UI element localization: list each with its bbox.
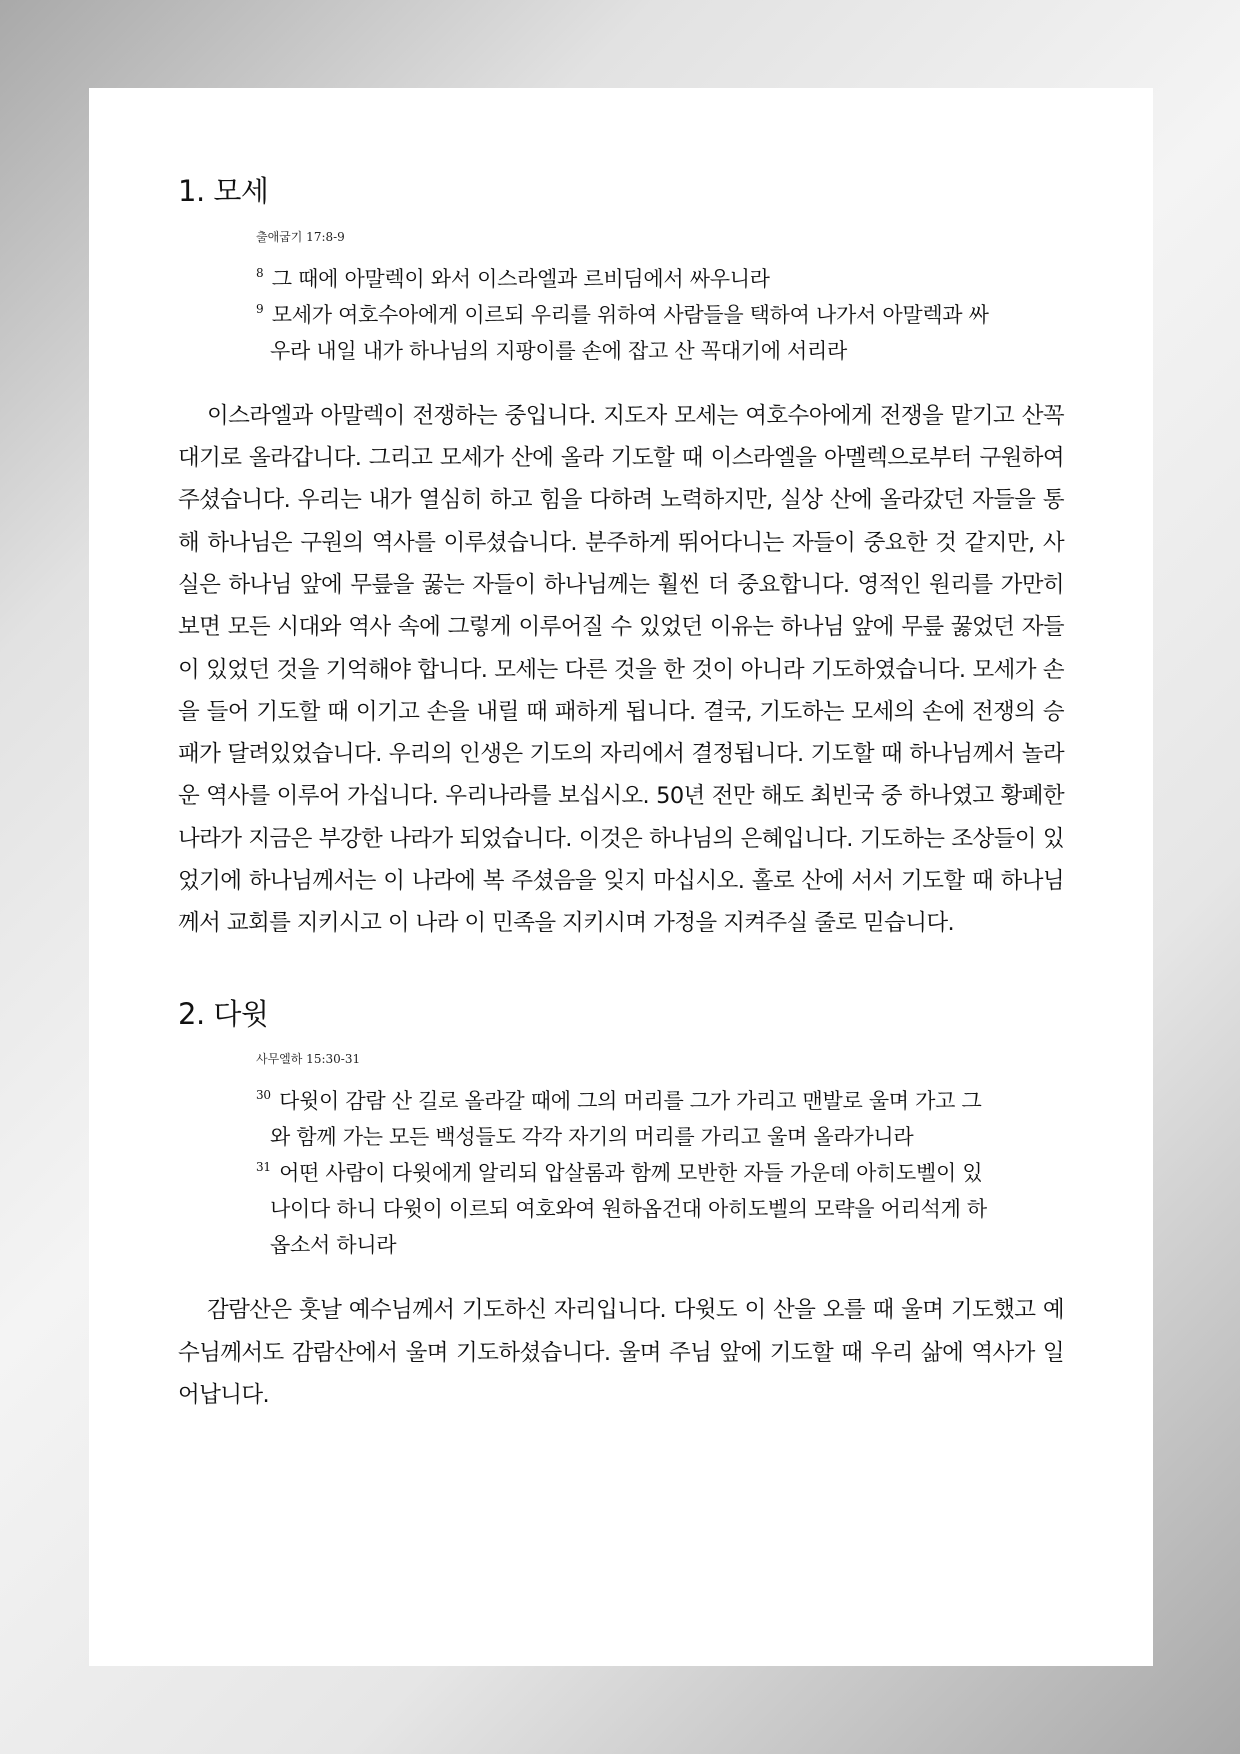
body-paragraph: 감람산은 훗날 예수님께서 기도하신 자리입니다. 다윗도 이 산을 오를 때 울며 기도했고 예수님께서도 감람산에서 울며 기도하셨습니다. 울며 주님 앞에 기도할 때 우리 삶에 역사가 일어납니다.: [178, 1297, 1064, 1409]
scripture-reference: 사무엘하 15:30-31: [256, 1052, 361, 1067]
verse: [256, 297, 994, 369]
section-david: [178, 997, 1064, 1417]
verse-number: 31: [256, 1160, 271, 1175]
body-paragraph: 이스라엘과 아말렉이 전쟁하는 중입니다. 지도자 모세는 여호수아에게 전쟁을 맡기고 산꼭대기로 올라갑니다. 그리고 모세가 산에 올라 기도할 때 이스라엘을 아멜렉으로부터 구원하여 주셨습니다. 우리는 내가 열심히 하고 힘을 다하려 노력하지만, 실상 산에 올라갔던 자들을 통해 하나님은 구원의 역사를 이루셨습니다. 분주하게 뛰어다니는 자들이 중요한 것 같지만, 사실은 하나님 앞에 무릎을 꿇는 자들이 하나님께는 훨씬 더 중요합니다. 영적인 원리를 가만히 보면 모든 시대와 역사 속에 그렇게 이루어질 수 있었던 이유는 하나님 앞에 무릎 꿇었던 자들이 있었던 것을 기억해야 합니다. 모세는 다른 것을 한 것이 아니라 기도하였습니다. 모세가 손을 들어 기도할 때 이기고 손을 내릴 때 패하게 됩니다. 결국, 기도하는 모세의 손에 전쟁의 승패가 달려있었습니다. 우리의 인생은 기도의 자리에서 결정됩니다. 기도할 때 하나님께서 놀라운 역사를 이루어 가십니다. 우리나라를 보십시오. 50년 전만 해도 최빈국 중 하나였고 황폐한 나라가 지금은 부강한 나라가 되었습니다. 이것은 하나님의 은혜입니다. 기도하는 조상들이 있었기에 하나님께서는 이 나라에 복 주셨음을 잊지 마십시오. 홀로 산에 서서 기도할 때 하나님께서 교회를 지키시고 이 나라 이 민족을 지키시며 가정을 지켜주실 줄로 믿습니다.: [178, 402, 1064, 937]
verse-number: 30: [256, 1088, 271, 1103]
scripture-reference: 출애굽기 17:8-9: [256, 229, 345, 244]
verse-text: 그 때에 아말렉이 와서 이스라엘과 르비딤에서 싸우니라: [271, 266, 770, 291]
section-heading: 2. 다윗: [178, 996, 269, 1031]
verse-number: 8: [256, 265, 264, 280]
verse-text: 어떤 사람이 다윗에게 알리되 압살롬과 함께 모반한 자들 가운데 아히도벨이 있나이다 하니 다윗이 이르되 여호와여 원하옵건대 아히도벨의 모략을 어리석게 하옵소서 하니라: [270, 1161, 987, 1258]
verse-text: 다윗이 감람 산 길로 올라갈 때에 그의 머리를 그가 가리고 맨발로 울며 가고 그와 함께 가는 모든 백성들도 각각 자기의 머리를 가리고 울며 올라가니라: [270, 1089, 982, 1150]
document-page: [89, 88, 1153, 1666]
scripture-block: [256, 228, 994, 369]
scripture-block: [256, 1050, 994, 1263]
section-moses: [178, 174, 1064, 945]
section-heading: 1. 모세: [178, 174, 269, 208]
verse-number: 9: [256, 301, 264, 316]
verse: [256, 1083, 994, 1155]
verse: [256, 261, 994, 297]
verse-text: 모세가 여호수아에게 이르되 우리를 위하여 사람들을 택하여 나가서 아말렉과 싸우라 내일 내가 하나님의 지팡이를 손에 잡고 산 꼭대기에 서리라: [270, 302, 989, 363]
verse: [256, 1155, 994, 1263]
